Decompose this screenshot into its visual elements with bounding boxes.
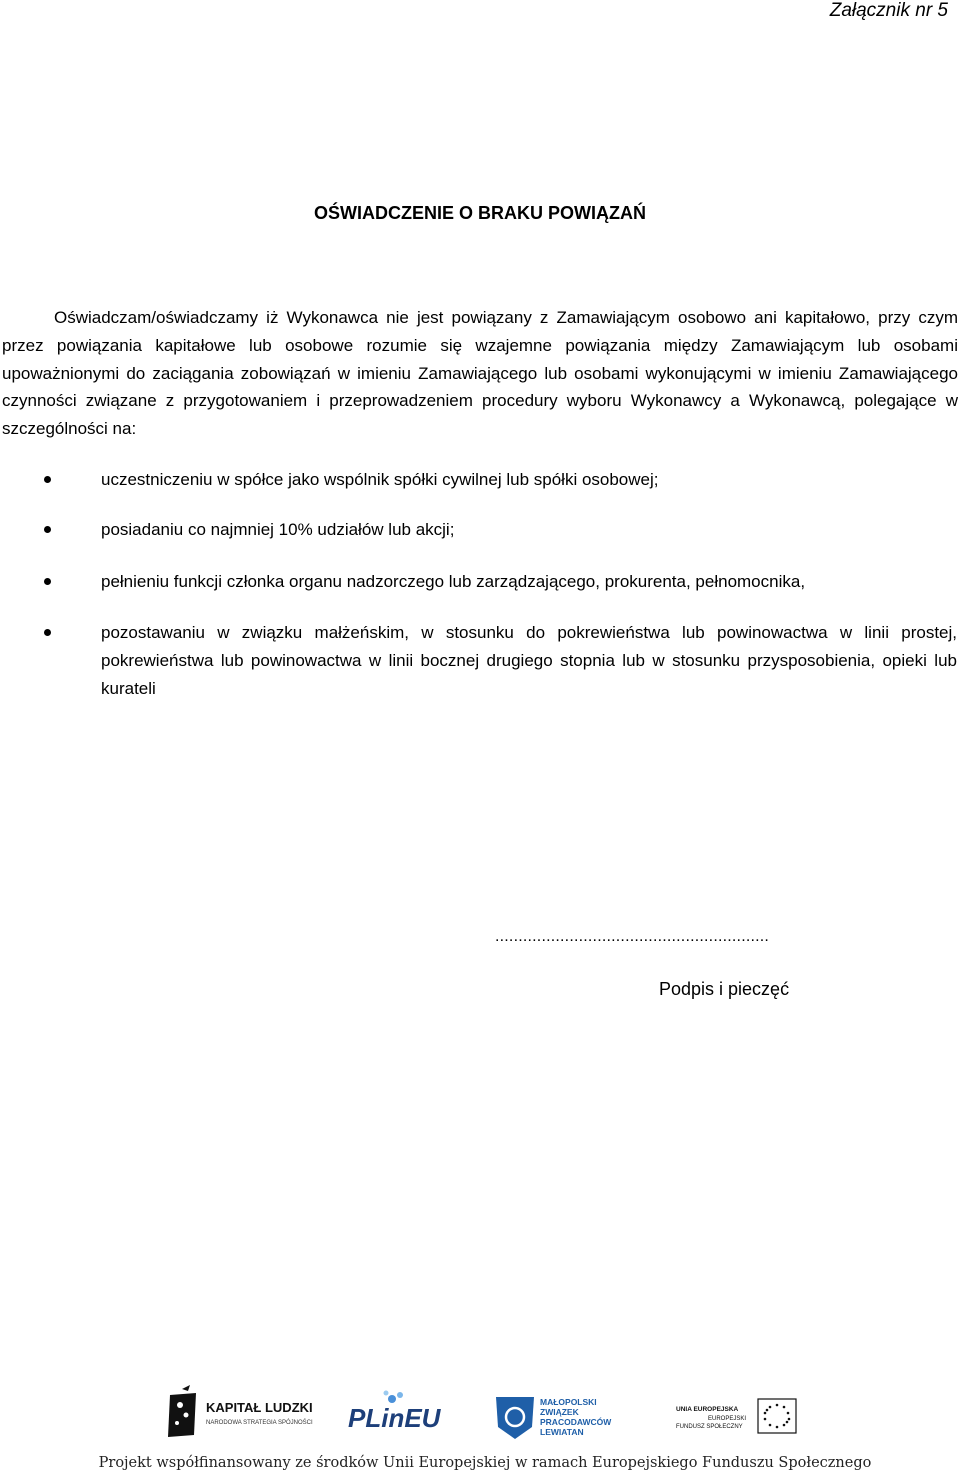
- plineu-logo: [348, 1391, 442, 1434]
- malopolski-logo: [496, 1397, 612, 1439]
- kapital-line2: NARODOWA STRATEGIA SPÓJNOŚCI: [206, 1420, 313, 1426]
- malopolski-line1: MAŁOPOLSKI: [540, 1397, 597, 1407]
- list-item-text: pełnieniu funkcji członka organu nadzorczego lub zarządzającego, prokurenta, pełnomocnika,: [101, 572, 806, 591]
- document-title: OŚWIADCZENIE O BRAKU POWIĄZAŃ: [314, 203, 646, 223]
- list-item-text: pozostawaniu w związku małżeńskim, w stosunku do pokrewieństwa lub powinowactwa w linii prostej, pokrewieństwa lub powinowactwa w linii bocznej drugiego stopnia lub w stosunku przysposobienia, opieki lub kurateli: [101, 623, 957, 698]
- bullet-icon: [44, 629, 51, 636]
- logo-bar: [160, 1385, 810, 1445]
- eu-line1: UNIA EUROPEJSKA: [676, 1406, 739, 1413]
- signature-line: ...........................................................: [495, 928, 770, 945]
- kapital-line1: KAPITAŁ LUDZKI: [206, 1400, 313, 1415]
- annex-label: Załącznik nr 5: [829, 0, 948, 21]
- malopolski-line3: PRACODAWCÓW: [540, 1417, 612, 1427]
- malopolski-line4: LEWIATAN: [540, 1427, 584, 1437]
- list-item-text: posiadaniu co najmniej 10% udziałów lub akcji;: [101, 520, 455, 539]
- bullet-icon: [44, 476, 51, 483]
- eu-line2: EUROPEJSKI: [708, 1416, 747, 1422]
- list-item-text: uczestniczeniu w spółce jako wspólnik spółki cywilnej lub spółki osobowej;: [101, 470, 659, 489]
- kapital-ludzki-logo: [168, 1385, 313, 1437]
- malopolski-line2: ZWIĄZEK: [540, 1407, 579, 1417]
- bullet-icon: [44, 526, 51, 533]
- signature-label: Podpis i pieczęć: [659, 979, 790, 999]
- plineu-text: PLinEU: [348, 1403, 441, 1433]
- eu-logo: [676, 1399, 796, 1433]
- eu-line3: FUNDUSZ SPOŁECZNY: [676, 1424, 743, 1430]
- bullet-icon: [44, 578, 51, 585]
- funding-note: Projekt współfinansowany ze środków Unii Europejskiej w ramach Europejskiego Funduszu Społecznego: [98, 1455, 872, 1471]
- intro-paragraph: Oświadczam/oświadczamy iż Wykonawca nie jest powiązany z Zamawiającym osobowo ani kapitałowo, przy czym przez powiązania kapitałowe lub osobowe rozumie się wzajemne powiązania między Zamawiającym lub osobami upoważnionymi do zaciągania zobowiązań w imieniu Zamawiającego lub osobami wykonującymi w imieniu Zamawiającego czynności związane z przygotowaniem i przeprowadzeniem procedury wyboru Wykonawcy a Wykonawcą, polegające w szczególności na:: [2, 308, 958, 439]
